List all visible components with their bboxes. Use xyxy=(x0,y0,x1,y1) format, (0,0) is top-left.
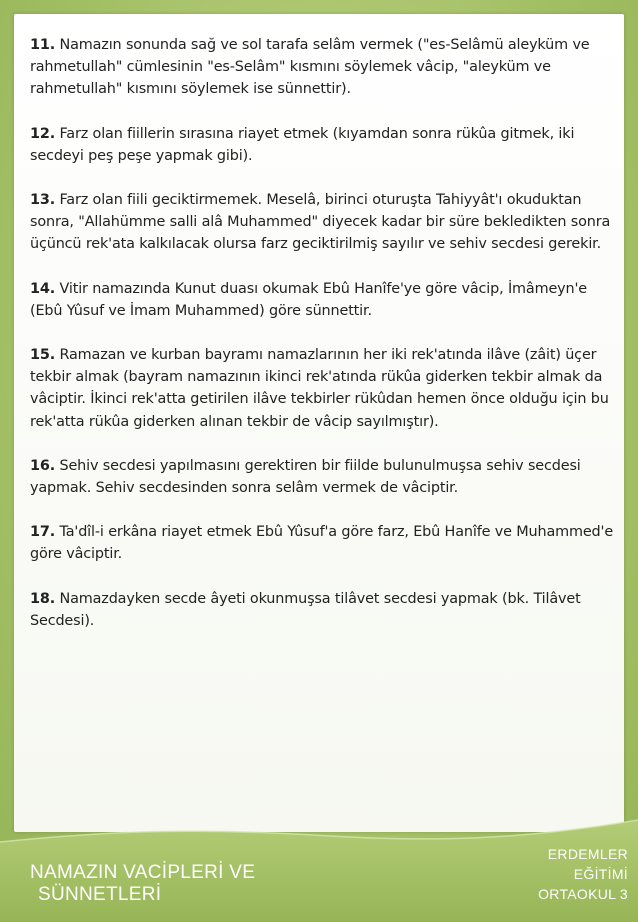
item-text: Farz olan fiili geciktirmemek. Meselâ, birinci oturuşta Tahiyyât'ı okuduktan sonra, "Allahümme salli alâ Muhammed" diyecek kadar bir süre bekledikten sonra üçüncü rek'ata kalkılacak olursa farz geciktirilmiş sayılır ve sehiv secdesi gerekir. xyxy=(30,192,611,253)
item-number: 15. xyxy=(30,347,56,364)
list-item-13 xyxy=(30,189,620,256)
item-text: Sehiv secdesi yapılmasını gerektiren bir fiilde bulunulmuşsa sehiv secdesi yapmak. Sehiv secdesinden sonra selâm vermek de vâciptir. xyxy=(30,457,581,497)
item-number: 16. xyxy=(30,457,56,474)
list-item-12 xyxy=(30,123,620,167)
item-number: 14. xyxy=(30,280,56,297)
item-text: Namazdayken secde âyeti okunmuşsa tilâvet secdesi yapmak (bk. Tilâvet Secdesi). xyxy=(30,590,581,629)
item-text: Namazın sonunda sağ ve sol tarafa selâm vermek ("es-Selâmü aleyküm ve rahmetullah" cümlesinin "es-Selâm" kısmını söylemek vâcip, "aleyküm ve rahmetullah" kısmını söylemek ise sünnettir). xyxy=(30,37,590,98)
list-item-18 xyxy=(30,588,620,632)
footer-course-line-2: EĞİTİMİ xyxy=(573,866,628,882)
item-text: Ramazan ve kurban bayramı namazlarının her iki rek'atında ilâve (zâit) üçer tekbir almak (bayram namazının ikinci rek'atında rükûa giderken tekbir almak da vâciptir. İkinci rek'atta getirilen ilâve tekbirler rükûdan hemen önce olduğu için bu rek'atta rükûa giderken alınan tekbir de vâcip sayılmıştır). xyxy=(30,347,609,430)
list-item-15 xyxy=(30,344,620,433)
footer-title-line-1: NAMAZIN VACİPLERİ VE xyxy=(30,862,256,883)
list-item-16 xyxy=(30,455,620,499)
item-text: Farz olan fiillerin sırasına riayet etmek (kıyamdan sonra rükûa gitmek, iki secdeyi peş peşe yapmak gibi). xyxy=(30,125,575,164)
item-number: 17. xyxy=(30,524,56,541)
footer-title-line-2: SÜNNETLERİ xyxy=(38,884,162,905)
list-item-14 xyxy=(30,278,620,322)
item-text: Vitir namazında Kunut duası okumak Ebû Hanîfe'ye göre vâcip, İmâmeyn'e (Ebû Yûsuf ve İmam Muhammed) göre sünnettir. xyxy=(30,280,588,319)
item-text: Ta'dîl-i erkâna riayet etmek Ebû Yûsuf'a göre farz, Ebû Hanîfe ve Muhammed'e göre vâciptir. xyxy=(30,524,614,563)
footer-title xyxy=(30,862,330,906)
item-number: 18. xyxy=(30,590,56,607)
footer-course-label xyxy=(468,844,628,904)
footer-course-line-1: ERDEMLER xyxy=(547,846,628,862)
list-item-11 xyxy=(30,34,620,101)
item-number: 11. xyxy=(30,37,56,53)
document-body xyxy=(30,34,620,654)
item-number: 13. xyxy=(30,192,56,209)
item-number: 12. xyxy=(30,125,56,142)
list-item-17 xyxy=(30,521,620,565)
footer-course-line-3: ORTAOKUL 3 xyxy=(538,886,628,902)
